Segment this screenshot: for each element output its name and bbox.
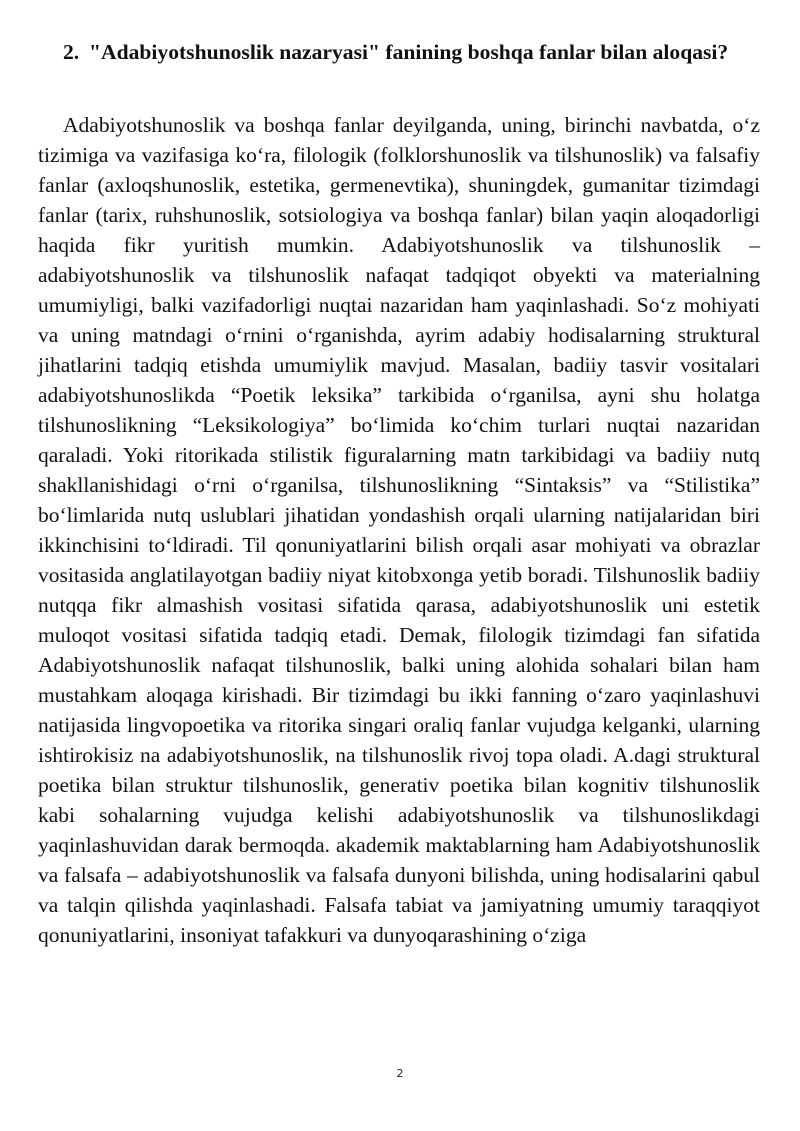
page-number: 2 — [396, 1067, 404, 1080]
section-number: 2. — [63, 40, 80, 64]
body-paragraph: Adabiyotshunoslik va boshqa fanlar deyilganda, uning, birinchi navbatda, o‘z tizimiga va vazifasiga ko‘ra, filologik (folklorshunoslik va tilshunoslik) va falsafiy fanlar (axloqshunoslik, estetika, germenevtika), shuningdek, gumanitar tizimdagi fanlar (tarix, ruhshunoslik, sotsiologiya va boshqa fanlar) bilan yaqin aloqadorligi haqida fikr yuritish mumkin. Adabiyotshunoslik va tilshunoslik – adabiyotshunoslik va tilshunoslik nafaqat tadqiqot obyekti va materialning umumiyligi, balki vazifadorligi nuqtai nazaridan ham yaqinlashadi. So‘z mohiyati va uning matndagi o‘rnini o‘rganishda, ayrim adabiy hodisalarning struktural jihatlarini tadqiq etishda umumiylik mavjud. Masalan, badiiy tasvir vositalari adabiyotshunoslikda “Poetik leksika” tarkibida o‘rganilsa, ayni shu holatga tilshunoslikning “Leksikologiya” bo‘limida ko‘chim turlari nuqtai nazaridan qaraladi. Yoki ritorikada stilistik figuralarning matn tarkibidagi va badiiy nutq shakllanishidagi o‘rni o‘rganilsa, tilshunoslikning “Sintaksis” va “Stilistika” bo‘limlarida nutq uslublari jihatidan yondashish orqali ularning natijalaridan biri ikkinchisini to‘ldiradi. Til qonuniyatlarini bilish orqali asar mohiyati va obrazlar vositasida anglatilayotgan badiiy niyat kitobxonga yetib boradi. Tilshunoslik badiiy nutqqa fikr almashish vositasi sifatida qarasa, adabiyotshunoslik uni estetik muloqot vositasi sifatida tadqiq etadi. Demak, filologik tizimdagi fan sifatida Adabiyotshunoslik nafaqat tilshunoslik, balki uning alohida sohalari bilan ham mustahkam aloqaga kirishadi. Bir tizimdagi bu ikki fanning o‘zaro yaqinlashuvi natijasida lingvopoetika va ritorika singari oraliq fanlar vujudga kelganki, ularning ishtirokisiz na adabiyotshunoslik, na tilshunoslik rivoj topa oladi. A.dagi struktural poetika bilan struktur tilshunoslik, generativ poetika bilan kognitiv tilshunoslik kabi sohalarning vujudga kelishi adabiyotshunoslik va tilshunoslikdagi yaqinlashuvidan darak bermoqda. akademik maktablarning ham Adabiyotshunoslik va falsafa – adabiyotshunoslik va falsafa dunyoni bilishda, uning hodisalarini qabul va talqin qilishda yaqinlashadi. Falsafa tabiat va jamiyatning umumiy taraqqiyot qonuniyatlarini, insoniyat tafakkuri va dunyoqarashining o‘ziga — [38, 113, 760, 947]
section-title: "Adabiyotshunoslik nazaryasi" fanining boshqa fanlar bilan aloqasi? — [89, 40, 729, 64]
section-heading — [63, 37, 760, 67]
